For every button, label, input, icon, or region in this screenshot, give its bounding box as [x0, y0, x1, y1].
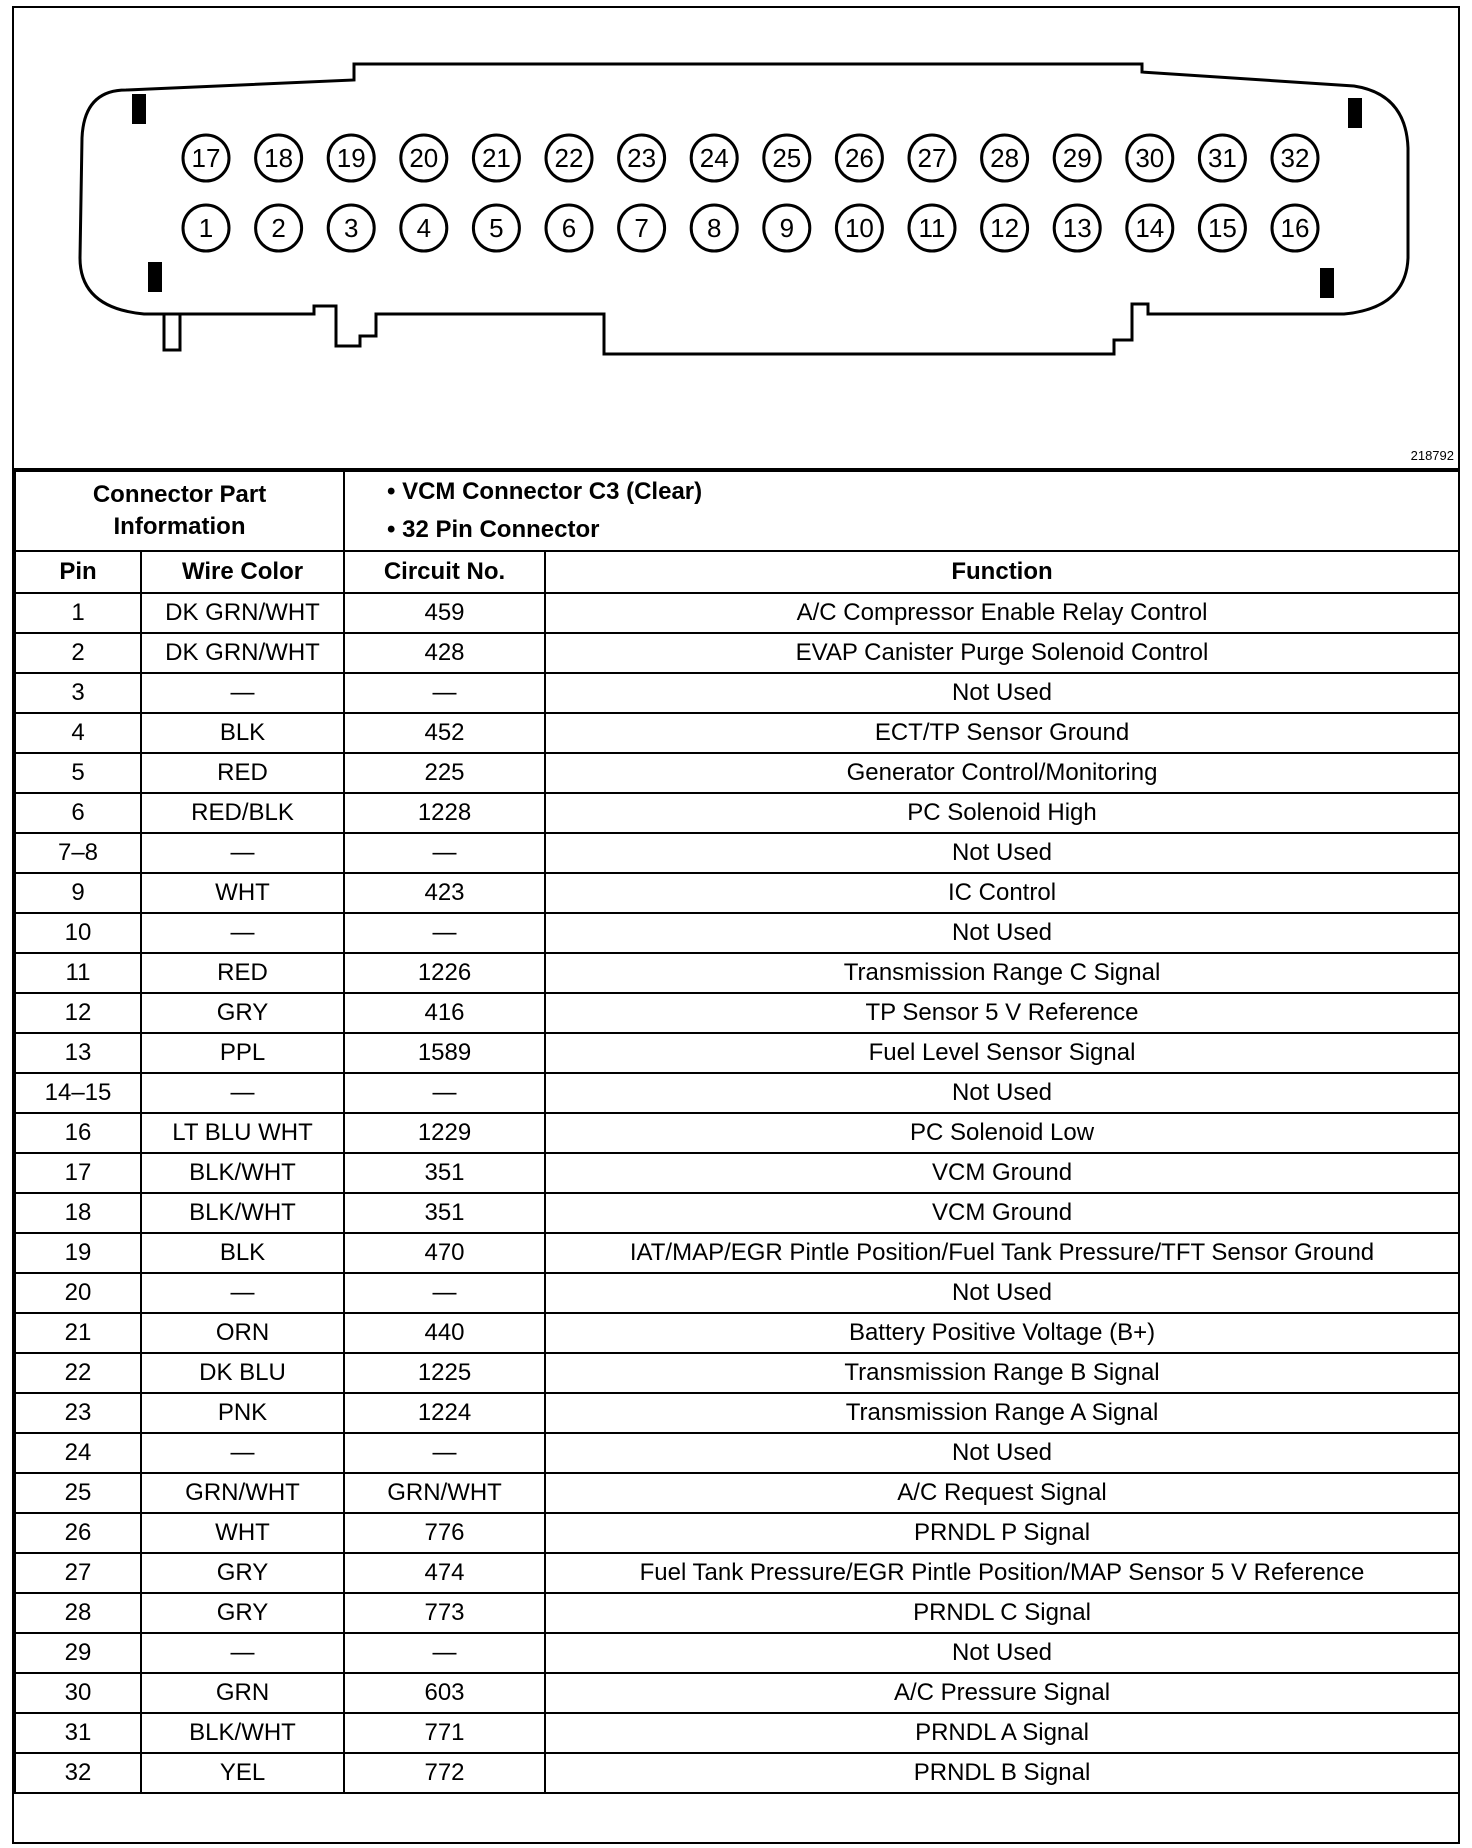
wire-color-cell: GRY — [141, 993, 344, 1033]
circuit-cell: 351 — [344, 1193, 545, 1233]
wire-color-cell: BLK/WHT — [141, 1153, 344, 1193]
circuit-cell: 470 — [344, 1233, 545, 1273]
function-cell: PRNDL B Signal — [545, 1753, 1459, 1793]
function-cell: PRNDL C Signal — [545, 1593, 1459, 1633]
key-mark-bottom-right — [1320, 268, 1334, 298]
table-row — [15, 593, 1459, 633]
pin-number: 16 — [1280, 213, 1310, 243]
table-row — [15, 1593, 1459, 1633]
pin-number: 27 — [917, 143, 947, 173]
table-row — [15, 1433, 1459, 1473]
function-cell: Transmission Range C Signal — [545, 953, 1459, 993]
function-cell: Fuel Level Sensor Signal — [545, 1033, 1459, 1073]
table-row — [15, 1313, 1459, 1353]
table-header-row — [15, 551, 1459, 593]
wire-color-cell: — — [141, 1273, 344, 1313]
function-cell: Fuel Tank Pressure/EGR Pintle Position/MAP Sensor 5 V Reference — [545, 1553, 1459, 1593]
table-row — [15, 1073, 1459, 1113]
table-row — [15, 1353, 1459, 1393]
wire-color-cell: BLK — [141, 713, 344, 753]
circuit-cell: — — [344, 1073, 545, 1113]
pin-number: 15 — [1207, 213, 1237, 243]
table-row — [15, 1233, 1459, 1273]
circuit-cell: 1228 — [344, 793, 545, 833]
connector-info-label: Connector Part Information — [15, 471, 344, 551]
function-cell: VCM Ground — [545, 1153, 1459, 1193]
wire-color-cell: — — [141, 1073, 344, 1113]
function-cell: IC Control — [545, 873, 1459, 913]
table-row — [15, 1713, 1459, 1753]
pin-cell: 17 — [15, 1153, 141, 1193]
pin-cell: 27 — [15, 1553, 141, 1593]
pin-cell: 18 — [15, 1193, 141, 1233]
circuit-cell: — — [344, 833, 545, 873]
circuit-cell: 423 — [344, 873, 545, 913]
wire-color-cell: LT BLU WHT — [141, 1113, 344, 1153]
pin-number: 5 — [489, 213, 504, 243]
circuit-cell: 1225 — [344, 1353, 545, 1393]
wire-color-cell: RED — [141, 753, 344, 793]
pin-number: 14 — [1135, 213, 1165, 243]
connector-info-list — [344, 471, 1459, 551]
circuit-cell: 772 — [344, 1753, 545, 1793]
table-row — [15, 1033, 1459, 1073]
pinout-table — [14, 470, 1460, 1794]
wire-color-cell: BLK — [141, 1233, 344, 1273]
table-row — [15, 993, 1459, 1033]
header-wire-color: Wire Color — [141, 551, 344, 593]
pin-cell: 9 — [15, 873, 141, 913]
table-row — [15, 1633, 1459, 1673]
function-cell: Not Used — [545, 913, 1459, 953]
pin-cell: 23 — [15, 1393, 141, 1433]
wire-color-cell: RED/BLK — [141, 793, 344, 833]
pin-number: 9 — [779, 213, 795, 243]
pin-number: 31 — [1207, 143, 1237, 173]
pin-number: 2 — [271, 213, 286, 243]
pin-cell: 22 — [15, 1353, 141, 1393]
pin-number: 21 — [481, 143, 511, 173]
pin-cell: 6 — [15, 793, 141, 833]
header-function: Function — [545, 551, 1459, 593]
function-cell: A/C Pressure Signal — [545, 1673, 1459, 1713]
function-cell: Not Used — [545, 1273, 1459, 1313]
circuit-cell: 452 — [344, 713, 545, 753]
wire-color-cell: — — [141, 1433, 344, 1473]
wire-color-cell: WHT — [141, 873, 344, 913]
function-cell: PC Solenoid Low — [545, 1113, 1459, 1153]
function-cell: VCM Ground — [545, 1193, 1459, 1233]
pin-cell: 32 — [15, 1753, 141, 1793]
pin-number: 10 — [844, 213, 874, 243]
connector-info-row — [15, 471, 1459, 551]
function-cell: PC Solenoid High — [545, 793, 1459, 833]
function-cell: IAT/MAP/EGR Pintle Position/Fuel Tank Pressure/TFT Sensor Ground — [545, 1233, 1459, 1273]
pin-cell: 11 — [15, 953, 141, 993]
header-pin: Pin — [15, 551, 141, 593]
info-item: • VCM Connector C3 (Clear) — [387, 473, 1458, 511]
table-row — [15, 793, 1459, 833]
pin-cell: 30 — [15, 1673, 141, 1713]
table-row — [15, 1393, 1459, 1433]
pin-cell: 16 — [15, 1113, 141, 1153]
key-mark-bottom-left — [148, 262, 162, 292]
pin-cell: 20 — [15, 1273, 141, 1313]
function-cell: EVAP Canister Purge Solenoid Control — [545, 633, 1459, 673]
function-cell: Not Used — [545, 1073, 1459, 1113]
table-row — [15, 1153, 1459, 1193]
pin-cell: 24 — [15, 1433, 141, 1473]
connector-diagram — [14, 8, 1458, 470]
table-row — [15, 1553, 1459, 1593]
pin-number: 28 — [990, 143, 1020, 173]
pin-cell: 31 — [15, 1713, 141, 1753]
table-row — [15, 633, 1459, 673]
pin-cell: 10 — [15, 913, 141, 953]
pin-row-bottom — [183, 205, 1318, 251]
pin-number: 4 — [416, 213, 432, 243]
pin-cell: 2 — [15, 633, 141, 673]
pin-number: 7 — [634, 213, 649, 243]
function-cell: Battery Positive Voltage (B+) — [545, 1313, 1459, 1353]
function-cell: A/C Compressor Enable Relay Control — [545, 593, 1459, 633]
wire-color-cell: BLK/WHT — [141, 1713, 344, 1753]
table-row — [15, 1193, 1459, 1233]
connector-sheet — [12, 6, 1460, 1844]
circuit-cell: 474 — [344, 1553, 545, 1593]
wire-color-cell: — — [141, 913, 344, 953]
function-cell: Not Used — [545, 673, 1459, 713]
circuit-cell: 1226 — [344, 953, 545, 993]
header-circuit-no: Circuit No. — [344, 551, 545, 593]
wire-color-cell: GRN/WHT — [141, 1473, 344, 1513]
table-row — [15, 673, 1459, 713]
circuit-cell: 1229 — [344, 1113, 545, 1153]
pin-number: 25 — [772, 143, 802, 173]
pin-cell: 25 — [15, 1473, 141, 1513]
pin-number: 20 — [409, 143, 439, 173]
pin-cell: 21 — [15, 1313, 141, 1353]
table-row — [15, 1473, 1459, 1513]
wire-color-cell: DK GRN/WHT — [141, 593, 344, 633]
circuit-cell: 351 — [344, 1153, 545, 1193]
pin-number: 3 — [343, 213, 359, 243]
table-row — [15, 1673, 1459, 1713]
wire-color-cell: DK BLU — [141, 1353, 344, 1393]
function-cell: PRNDL P Signal — [545, 1513, 1459, 1553]
pin-number: 11 — [918, 213, 946, 243]
wire-color-cell: ORN — [141, 1313, 344, 1353]
pin-cell: 19 — [15, 1233, 141, 1273]
pin-number: 29 — [1062, 143, 1092, 173]
wire-color-cell: GRY — [141, 1593, 344, 1633]
circuit-cell: 1224 — [344, 1393, 545, 1433]
pin-row-top — [183, 135, 1318, 181]
circuit-cell: 776 — [344, 1513, 545, 1553]
function-cell: A/C Request Signal — [545, 1473, 1459, 1513]
pin-number: 26 — [844, 143, 874, 173]
pin-cell: 3 — [15, 673, 141, 713]
pin-cell: 5 — [15, 753, 141, 793]
circuit-cell: — — [344, 1273, 545, 1313]
circuit-cell: — — [344, 673, 545, 713]
wire-color-cell: GRN — [141, 1673, 344, 1713]
pin-number: 1 — [198, 213, 214, 243]
function-cell: Not Used — [545, 1433, 1459, 1473]
wire-color-cell: PPL — [141, 1033, 344, 1073]
pin-cell: 4 — [15, 713, 141, 753]
pin-cell: 28 — [15, 1593, 141, 1633]
table-row — [15, 713, 1459, 753]
function-cell: Not Used — [545, 1633, 1459, 1673]
table-row — [15, 953, 1459, 993]
pin-cell: 29 — [15, 1633, 141, 1673]
wire-color-cell: — — [141, 833, 344, 873]
wire-color-cell: RED — [141, 953, 344, 993]
pin-cell: 13 — [15, 1033, 141, 1073]
table-row — [15, 1273, 1459, 1313]
pin-cell: 1 — [15, 593, 141, 633]
key-mark-top-left — [132, 94, 146, 124]
key-mark-top-right — [1348, 98, 1362, 128]
circuit-cell: 440 — [344, 1313, 545, 1353]
pin-cell: 12 — [15, 993, 141, 1033]
circuit-cell: 225 — [344, 753, 545, 793]
function-cell: Transmission Range A Signal — [545, 1393, 1459, 1433]
function-cell: Not Used — [545, 833, 1459, 873]
pin-number: 24 — [699, 143, 729, 173]
function-cell: Generator Control/Monitoring — [545, 753, 1459, 793]
figure-id: 218792 — [1410, 448, 1454, 463]
pin-number: 23 — [627, 143, 657, 173]
pin-number: 17 — [191, 143, 221, 173]
pin-cell: 14–15 — [15, 1073, 141, 1113]
circuit-cell: 428 — [344, 633, 545, 673]
table-row — [15, 1113, 1459, 1153]
circuit-cell: 771 — [344, 1713, 545, 1753]
circuit-cell: 416 — [344, 993, 545, 1033]
pin-cell: 26 — [15, 1513, 141, 1553]
circuit-cell: 1589 — [344, 1033, 545, 1073]
function-cell: ECT/TP Sensor Ground — [545, 713, 1459, 753]
wire-color-cell: YEL — [141, 1753, 344, 1793]
circuit-cell: 773 — [344, 1593, 545, 1633]
wire-color-cell: DK GRN/WHT — [141, 633, 344, 673]
function-cell: PRNDL A Signal — [545, 1713, 1459, 1753]
pin-number: 8 — [706, 213, 722, 243]
pin-number: 22 — [554, 143, 584, 173]
circuit-cell: 603 — [344, 1673, 545, 1713]
pin-number: 12 — [990, 213, 1020, 243]
pin-number: 13 — [1062, 213, 1092, 243]
wire-color-cell: — — [141, 673, 344, 713]
wire-color-cell: WHT — [141, 1513, 344, 1553]
pin-number: 30 — [1135, 143, 1165, 173]
circuit-cell: — — [344, 1433, 545, 1473]
connector-face-drawing — [14, 8, 1458, 468]
info-item: • 32 Pin Connector — [387, 511, 1458, 549]
circuit-cell: 459 — [344, 593, 545, 633]
circuit-cell: — — [344, 913, 545, 953]
table-row — [15, 833, 1459, 873]
latch-tab-left — [164, 314, 180, 350]
circuit-cell: GRN/WHT — [344, 1473, 545, 1513]
table-row — [15, 873, 1459, 913]
pin-number: 32 — [1280, 143, 1310, 173]
table-row — [15, 1753, 1459, 1793]
function-cell: TP Sensor 5 V Reference — [545, 993, 1459, 1033]
table-row — [15, 753, 1459, 793]
table-row — [15, 1513, 1459, 1553]
function-cell: Transmission Range B Signal — [545, 1353, 1459, 1393]
pin-number: 6 — [561, 213, 577, 243]
wire-color-cell: PNK — [141, 1393, 344, 1433]
pin-number: 18 — [264, 143, 294, 173]
wire-color-cell: GRY — [141, 1553, 344, 1593]
pin-number: 19 — [336, 143, 366, 173]
pin-cell: 7–8 — [15, 833, 141, 873]
wire-color-cell: — — [141, 1633, 344, 1673]
wire-color-cell: BLK/WHT — [141, 1193, 344, 1233]
circuit-cell: — — [344, 1633, 545, 1673]
table-row — [15, 913, 1459, 953]
